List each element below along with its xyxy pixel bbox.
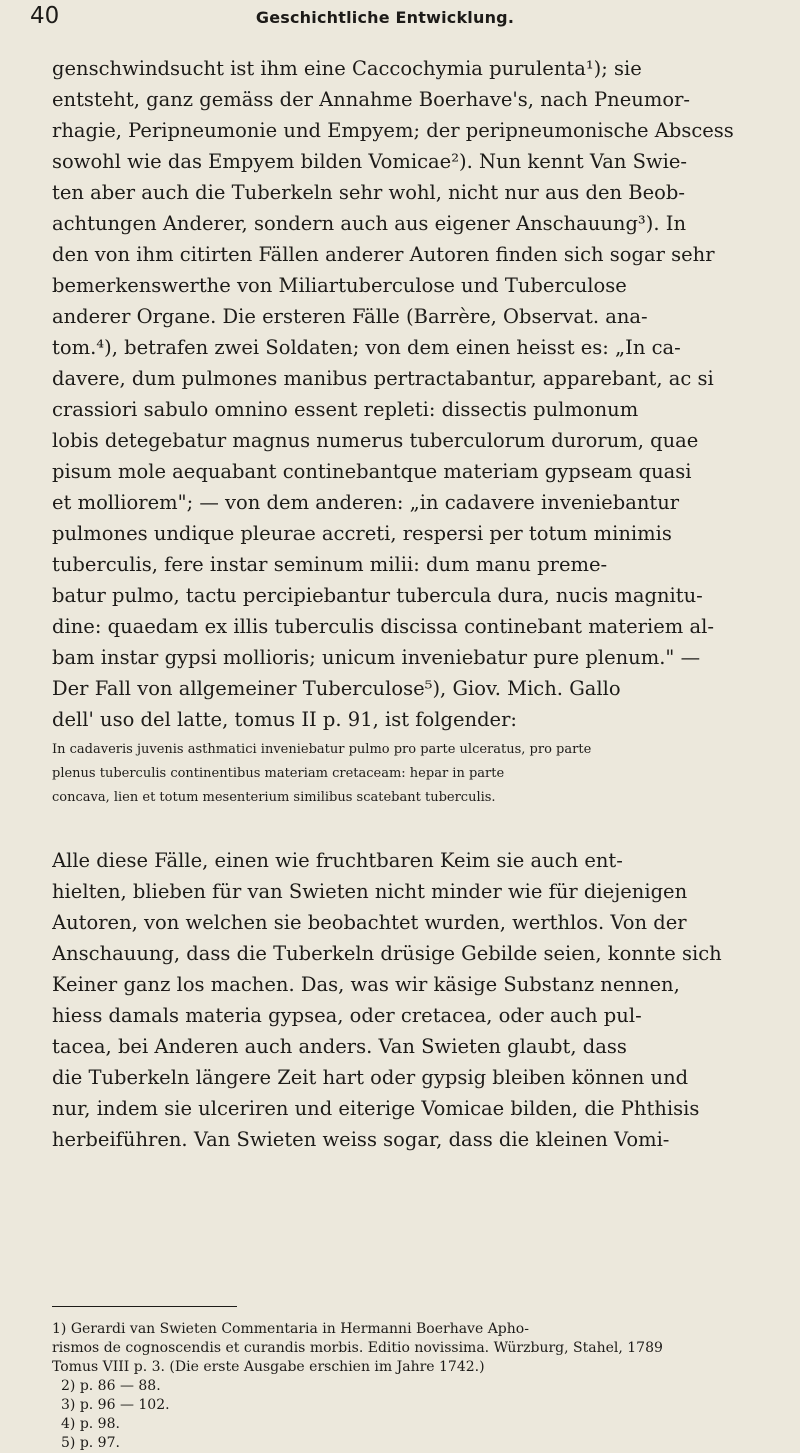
text-line: dell' uso del latte, tomus II p. 91, ist folgender: xyxy=(52,708,517,731)
footnote-line: 4) p. 98. xyxy=(61,1416,120,1432)
footnote-line: 2) p. 86 — 88. xyxy=(61,1378,161,1394)
text-line: hiess damals materia gypsea, oder cretacea, oder auch pul- xyxy=(52,1004,642,1027)
text-line: pisum mole aequabant continebantque materiam gypseam quasi xyxy=(52,460,692,483)
footnote-line: rismos de cognoscendis et curandis morbis. Editio novissima. Würzburg, Stahel, 1789 xyxy=(52,1340,663,1356)
text-line: nur, indem sie ulceriren und eiterige Vomicae bilden, die Phthisis xyxy=(52,1097,700,1120)
text-line: ten aber auch die Tuberkeln sehr wohl, nicht nur aus den Beob- xyxy=(52,181,685,204)
text-line: dine: quaedam ex illis tuberculis discissa continebant materiem al- xyxy=(52,615,714,638)
text-line: hielten, blieben für van Swieten nicht minder wie für diejenigen xyxy=(52,880,688,903)
text-line: Alle diese Fälle, einen wie fruchtbaren Keim sie auch ent- xyxy=(52,849,623,872)
text-line: et molliorem"; — von dem anderen: „in cadavere inveniebantur xyxy=(52,491,680,514)
text-line: Anschauung, dass die Tuberkeln drüsige Gebilde seien, konnte sich xyxy=(52,942,722,965)
text-line: rhagie, Peripneumonie und Empyem; der peripneumonische Abscess xyxy=(52,119,734,142)
text-line: bemerkenswerthe von Miliartuberculose und Tuberculose xyxy=(52,274,627,297)
page-header xyxy=(30,3,740,39)
text-line: herbeiführen. Van Swieten weiss sogar, dass die kleinen Vomi- xyxy=(52,1128,670,1151)
footnote-line: 1) Gerardi van Swieten Commentaria in Hermanni Boerhave Apho- xyxy=(52,1321,529,1337)
text-line: sowohl wie das Empyem bilden Vomicae²). Nun kennt Van Swie- xyxy=(52,150,687,173)
text-line: entsteht, ganz gemäss der Annahme Boerhave's, nach Pneumor- xyxy=(52,88,690,111)
body-text-bottom xyxy=(52,845,766,1155)
text-line: anderer Organe. Die ersteren Fälle (Barrère, Observat. ana- xyxy=(52,305,648,328)
text-line: davere, dum pulmones manibus pertractabantur, apparebant, ac si xyxy=(52,367,714,390)
latin-quotation xyxy=(52,738,766,810)
text-line: batur pulmo, tactu percipiebantur tubercula dura, nucis magnitu- xyxy=(52,584,703,607)
quotation-line: concava, lien et totum mesenterium similibus scatebant tuberculis. xyxy=(52,790,496,805)
text-line: tuberculis, fere instar seminum milii: dum manu preme- xyxy=(52,553,608,576)
text-line: Autoren, von welchen sie beobachtet wurden, werthlos. Von der xyxy=(52,911,687,934)
text-line: pulmones undique pleurae accreti, respersi per totum minimis xyxy=(52,522,672,545)
text-line: lobis detegebatur magnus numerus tuberculorum durorum, quae xyxy=(52,429,699,452)
quotation-line: In cadaveris juvenis asthmatici inveniebatur pulmo pro parte ulceratus, pro parte xyxy=(52,742,592,757)
text-line: Der Fall von allgemeiner Tuberculose⁵), Giov. Mich. Gallo xyxy=(52,677,621,700)
text-line: Keiner ganz los machen. Das, was wir käsige Substanz nennen, xyxy=(52,973,680,996)
text-line: genschwindsucht ist ihm eine Caccochymia purulenta¹); sie xyxy=(52,57,642,80)
text-line: die Tuberkeln längere Zeit hart oder gypsig bleiben können und xyxy=(52,1066,689,1089)
footnote-divider xyxy=(52,1306,237,1307)
text-line: bam instar gypsi mollioris; unicum inveniebatur pure plenum." — xyxy=(52,646,701,669)
footnote-line: 3) p. 96 — 102. xyxy=(61,1397,170,1413)
footnote-line: Tomus VIII p. 3. (Die erste Ausgabe erschien im Jahre 1742.) xyxy=(52,1359,485,1375)
text-line: den von ihm citirten Fällen anderer Autoren finden sich sogar sehr xyxy=(52,243,715,266)
running-head: Geschichtliche Entwicklung. xyxy=(255,8,515,27)
text-line: achtungen Anderer, sondern auch aus eigener Anschauung³). In xyxy=(52,212,687,235)
quotation-line: plenus tuberculis continentibus materiam cretaceam: hepar in parte xyxy=(52,766,505,781)
footnotes xyxy=(52,1320,766,1453)
text-line: tom.⁴), betrafen zwei Soldaten; von dem einen heisst es: „In ca- xyxy=(52,336,681,359)
page-number: 40 xyxy=(30,3,60,29)
text-line: crassiori sabulo omnino essent repleti: dissectis pulmonum xyxy=(52,398,639,421)
footnote-line: 5) p. 97. xyxy=(61,1435,120,1451)
text-line: tacea, bei Anderen auch anders. Van Swieten glaubt, dass xyxy=(52,1035,627,1058)
body-text-top xyxy=(52,53,766,735)
